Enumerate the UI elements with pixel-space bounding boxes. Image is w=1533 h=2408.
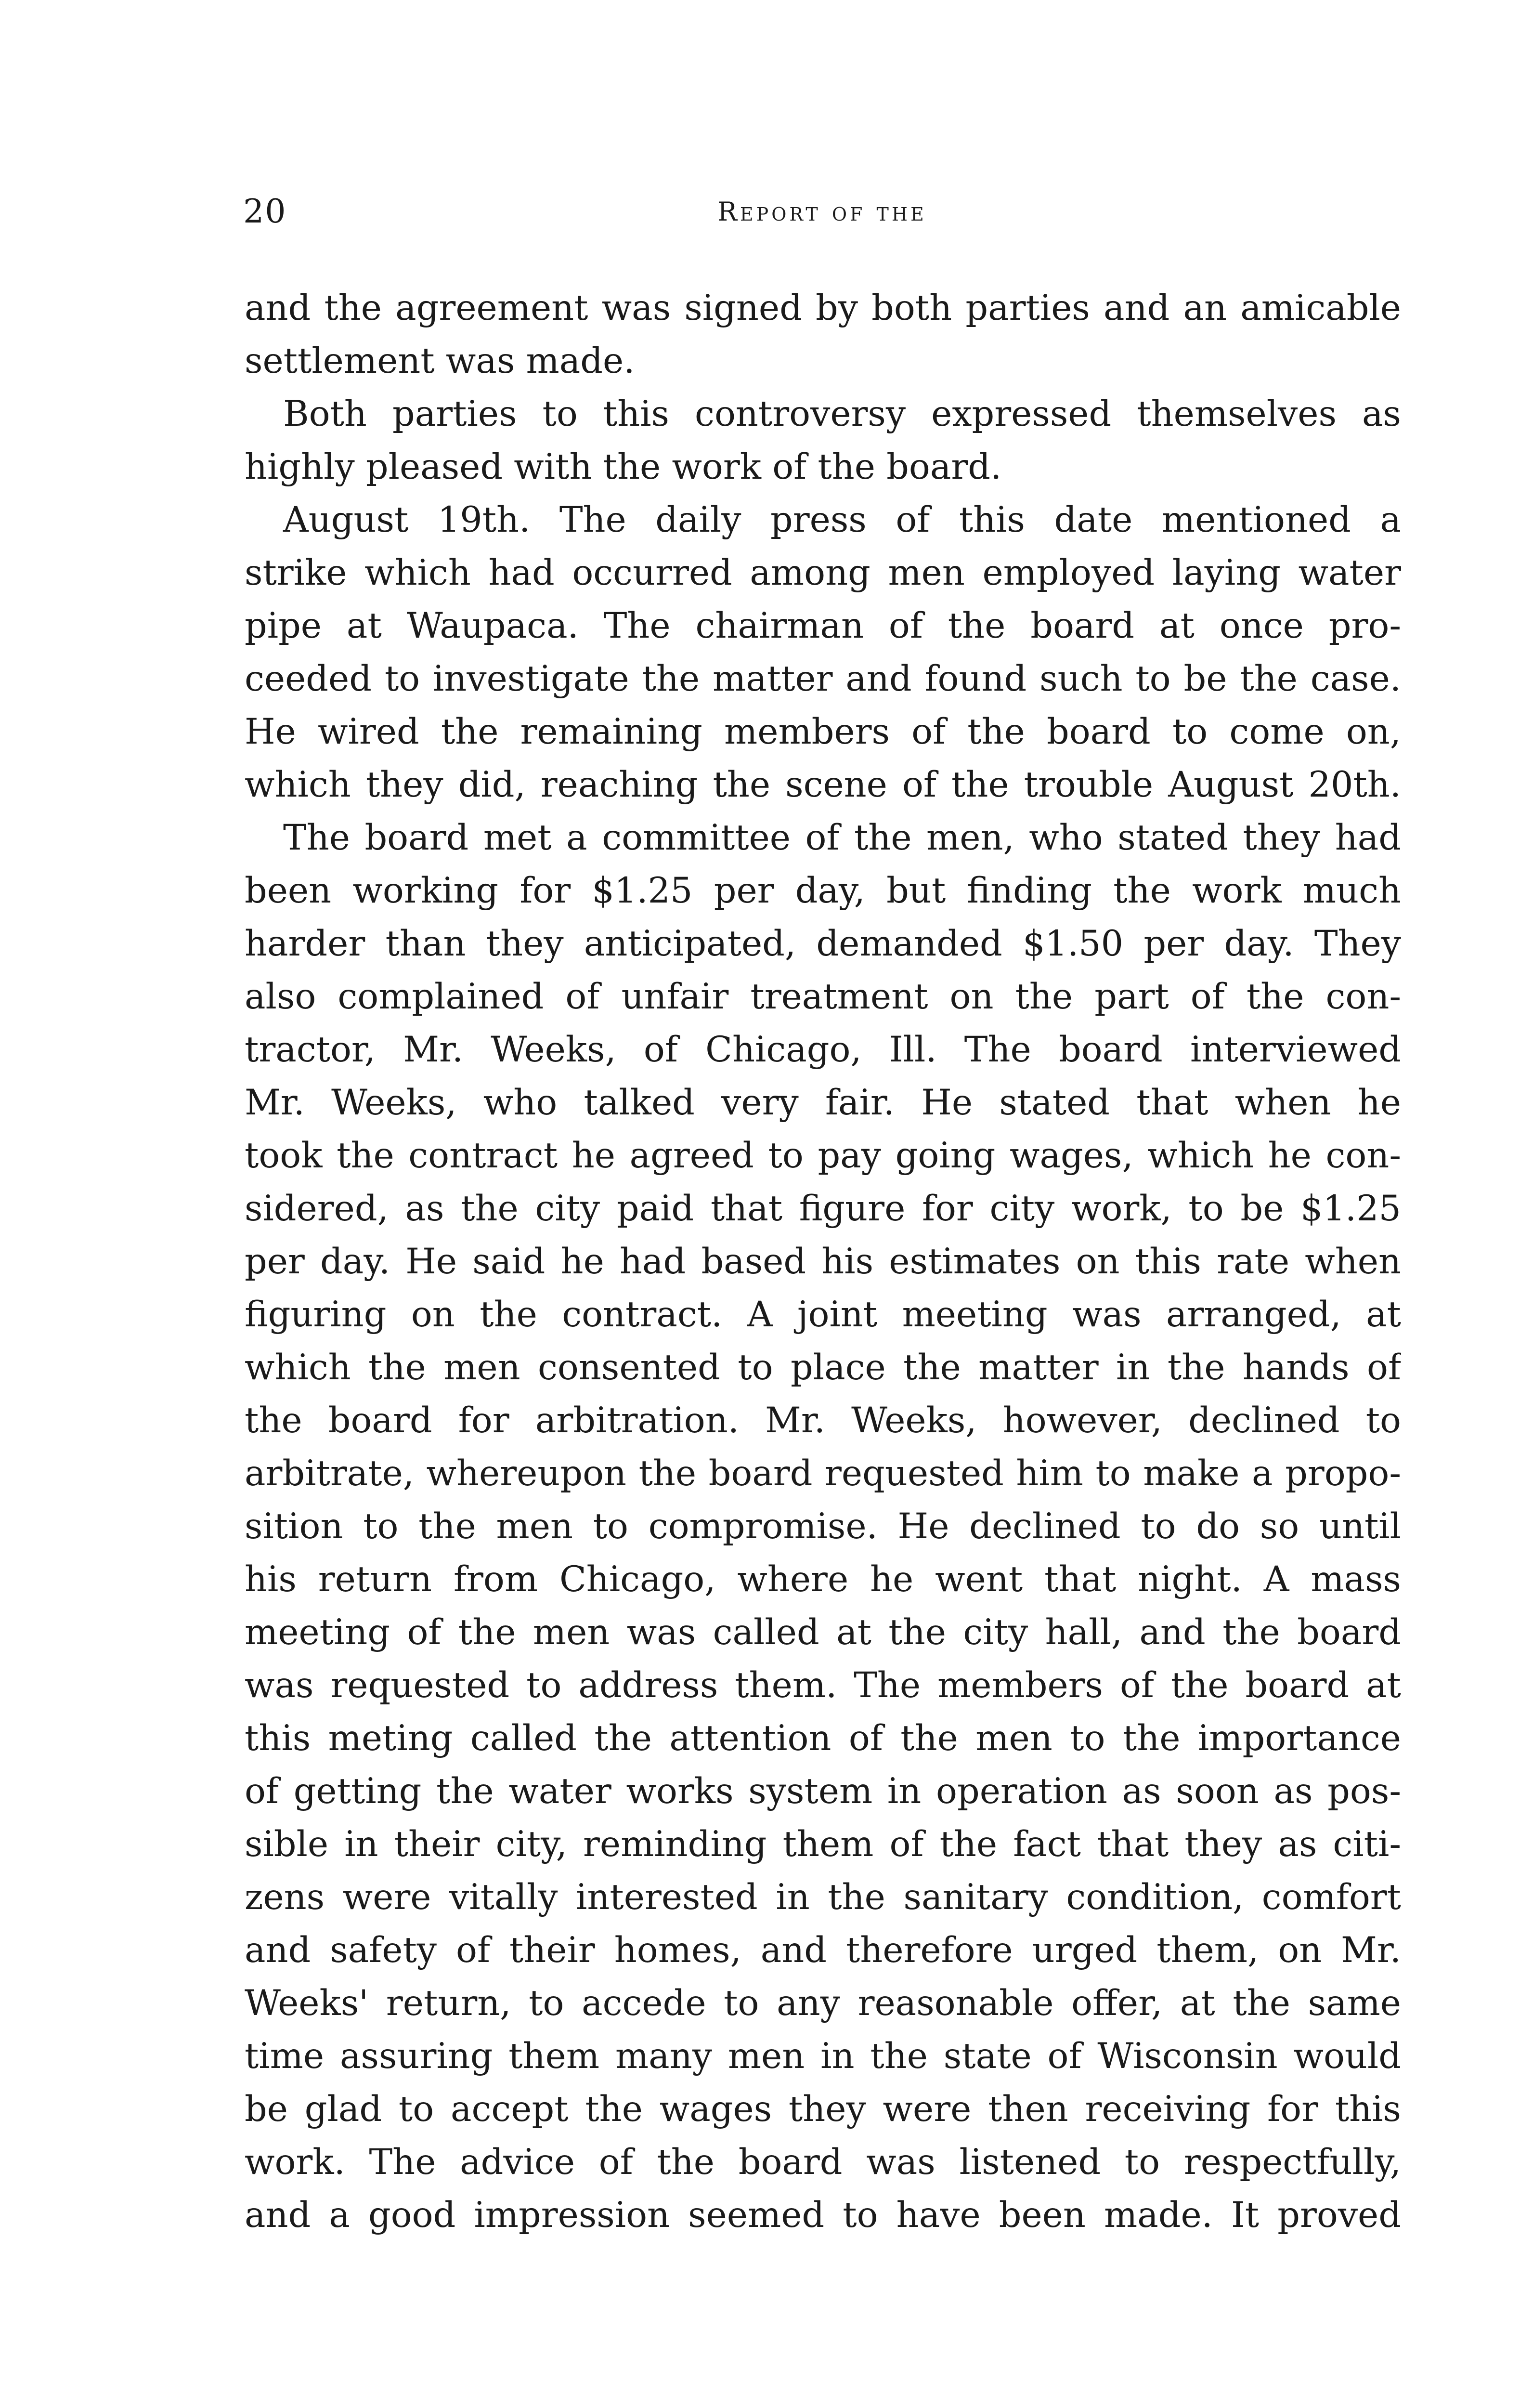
text-line: the board for arbitration. Mr. Weeks, however, declined to [245,1400,1401,1441]
text-line: figuring on the contract. A joint meeting was arranged, at [245,1294,1401,1335]
text-line: of getting the water works system in operation as soon as pos- [245,1771,1401,1812]
text-line: and a good impression seemed to have been made. It proved [245,2195,1401,2236]
text-line: was requested to address them. The members of the board at [245,1665,1401,1706]
text-line: per day. He said he had based his estimates on this rate when [245,1241,1401,1282]
text-line: this meting called the attention of the men to the importance [245,1718,1401,1759]
text-line: sition to the men to compromise. He declined to do so until [245,1506,1401,1547]
text-line: August 19th. The daily press of this date mentioned a [283,499,1401,540]
text-line: also complained of unfair treatment on the part of the con- [245,976,1401,1017]
text-line: Weeks' return, to accede to any reasonable offer, at the same [245,1983,1401,2024]
text-line: which they did, reaching the scene of the trouble August 20th. [245,764,1401,805]
page-header [243,190,1401,234]
text-line: harder than they anticipated, demanded $1.50 per day. They [245,923,1401,964]
text-line: ceeded to investigate the matter and found such to be the case. [245,658,1401,699]
text-line: Both parties to this controversy expressed themselves as [283,393,1401,434]
text-line: his return from Chicago, where he went that night. A mass [245,1559,1401,1600]
body-text [245,282,1401,2242]
text-line: which the men consented to place the matter in the hands of [245,1347,1401,1388]
text-line: pipe at Waupaca. The chairman of the board at once pro- [245,605,1401,646]
text-line: tractor, Mr. Weeks, of Chicago, Ill. The board interviewed [245,1029,1401,1070]
text-line: sible in their city, reminding them of the fact that they as citi- [245,1824,1401,1865]
text-line: zens were vitally interested in the sanitary condition, comfort [245,1877,1401,1918]
text-line: arbitrate, whereupon the board requested him to make a propo- [245,1453,1401,1494]
text-line: highly pleased with the work of the board. [245,446,1002,487]
text-line: meeting of the men was called at the city hall, and the board [245,1612,1401,1653]
text-line: The board met a committee of the men, who stated they had [283,817,1401,858]
text-line: He wired the remaining members of the board to come on, [245,711,1401,752]
text-line: been working for $1.25 per day, but finding the work much [245,870,1401,911]
running-head: Report of the [717,196,927,227]
text-line: Mr. Weeks, who talked very fair. He stated that when he [245,1082,1401,1123]
text-line: and the agreement was signed by both parties and an amicable [245,288,1401,328]
text-line: strike which had occurred among men employed laying water [245,552,1401,593]
text-line: work. The advice of the board was listened to respectfully, [245,2142,1401,2183]
text-line: and safety of their homes, and therefore urged them, on Mr. [245,1930,1401,1971]
text-line: be glad to accept the wages they were then receiving for this [245,2089,1401,2130]
text-line: time assuring them many men in the state of Wisconsin would [245,2036,1401,2077]
text-line: sidered, as the city paid that figure for city work, to be $1.25 [245,1188,1401,1229]
page-number: 20 [243,193,287,231]
text-line: took the contract he agreed to pay going wages, which he con- [245,1135,1401,1176]
text-line: settlement was made. [245,340,635,381]
